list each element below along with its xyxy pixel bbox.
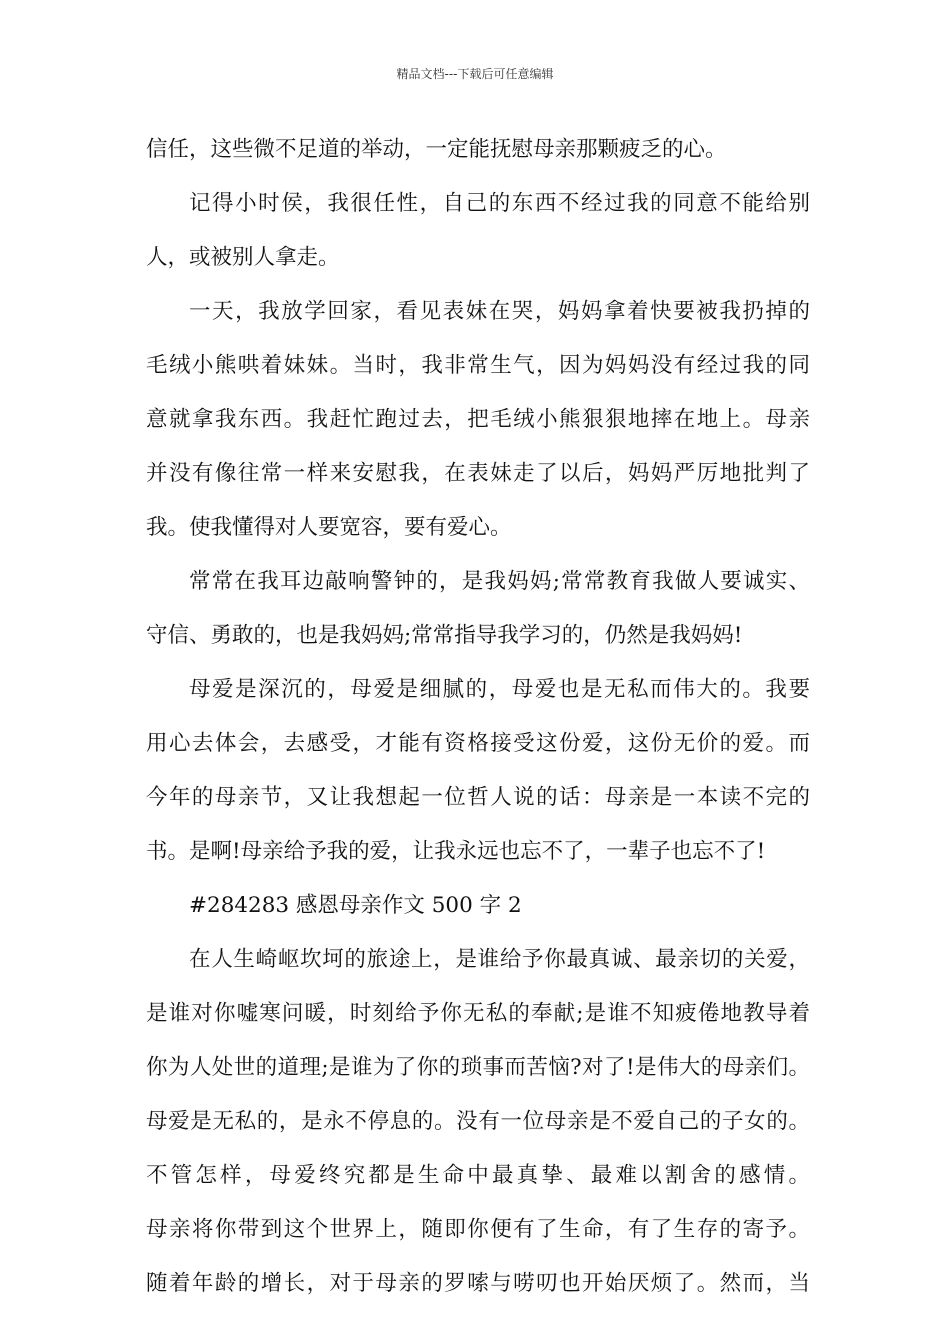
text-line: 母爱是无私的，是永不停息的。没有一位母亲是不爱自己的子女的。 — [146, 1109, 810, 1134]
text-line: 信任，这些微不足道的举动，一定能抚慰母亲那颗疲乏的心。 — [146, 137, 727, 162]
text-line: 用心去体会，去感受，才能有资格接受这份爱，这份无价的爱。而 — [146, 731, 810, 756]
text-line: 母亲将你带到这个世界上，随即你便有了生命，有了生存的寄予。 — [146, 1217, 810, 1242]
text-line: 我。使我懂得对人要宽容，要有爱心。 — [146, 515, 512, 540]
section-heading: #284283 感恩母亲作文 500 字 2 — [189, 893, 522, 918]
text-line: 毛绒小熊哄着妹妹。当时，我非常生气，因为妈妈没有经过我的同 — [146, 353, 810, 378]
text-line: 一天，我放学回家，看见表妹在哭，妈妈拿着快要被我扔掉的 — [189, 299, 810, 324]
text-line: 母爱是深沉的，母爱是细腻的，母爱也是无私而伟大的。我要 — [189, 677, 810, 702]
text-line: 随着年龄的增长，对于母亲的罗嗦与唠叨也开始厌烦了。然而，当 — [146, 1271, 810, 1296]
text-line: 你为人处世的道理;是谁为了你的琐事而苦恼?对了!是伟大的母亲们。 — [146, 1055, 810, 1080]
text-line: 意就拿我东西。我赶忙跑过去，把毛绒小熊狠狠地摔在地上。母亲 — [146, 407, 810, 432]
text-line: 守信、勇敢的，也是我妈妈;常常指导我学习的，仍然是我妈妈! — [146, 623, 743, 648]
text-line: 是谁对你嘘寒问暖，时刻给予你无私的奉献;是谁不知疲倦地教导着 — [146, 1001, 810, 1026]
document-body — [146, 130, 810, 1318]
text-line: 今年的母亲节，又让我想起一位哲人说的话：母亲是一本读不完的 — [146, 785, 810, 810]
page-header: 精品文档---下载后可任意编辑 — [396, 67, 554, 81]
text-line: 并没有像往常一样来安慰我，在表妹走了以后，妈妈严厉地批判了 — [146, 461, 810, 486]
text-line: 书。是啊!母亲给予我的爱，让我永远也忘不了，一辈子也忘不了! — [146, 839, 766, 864]
text-line: 人，或被别人拿走。 — [146, 245, 340, 270]
text-line: 常常在我耳边敲响警钟的，是我妈妈;常常教育我做人要诚实、 — [189, 569, 810, 594]
text-line: 记得小时侯，我很任性，自己的东西不经过我的同意不能给别 — [189, 191, 810, 216]
text-line: 在人生崎岖坎坷的旅途上，是谁给予你最真诚、最亲切的关爱， — [189, 947, 810, 972]
text-line: 不管怎样，母爱终究都是生命中最真挚、最难以割舍的感情。 — [146, 1163, 810, 1188]
